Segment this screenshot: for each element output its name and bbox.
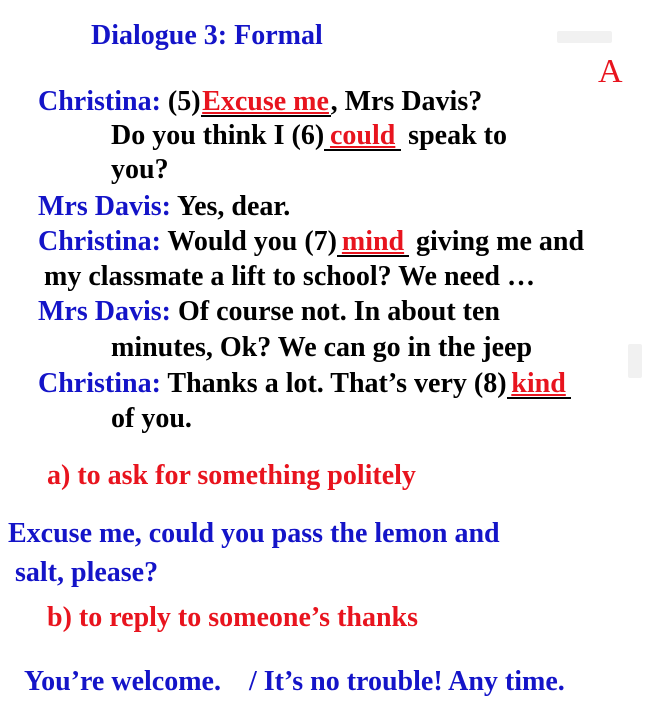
task-a-answer-line-2: salt, please?	[15, 557, 159, 588]
speaker-label: Mrs Davis:	[38, 296, 171, 327]
speaker-label: Christina:	[38, 86, 161, 117]
task-b-prompt: b) to reply to someone’s thanks	[47, 602, 419, 633]
speaker-label: Christina:	[38, 368, 161, 399]
dialogue-line-9	[38, 367, 571, 401]
line-text: speak to	[401, 120, 507, 151]
line-text: , Mrs Davis?	[330, 86, 483, 117]
task-a-answer-line-1: Excuse me, could you pass the lemon and	[8, 518, 500, 549]
dialogue-line-3	[111, 153, 169, 187]
line-text: (5)	[167, 86, 201, 117]
answer-blank-8: kind	[507, 371, 571, 399]
answer-blank-6: could	[324, 123, 401, 151]
dialogue-line-5	[38, 225, 584, 259]
dialogue-line-8	[111, 331, 532, 365]
dialogue-line-6	[44, 260, 535, 294]
speaker-label: Mrs Davis:	[38, 191, 171, 222]
task-a-prompt: a) to ask for something politely	[47, 460, 416, 491]
background-artifact	[557, 31, 612, 43]
line-text: my classmate a lift to school? We need …	[44, 261, 535, 292]
line-text: Would you (7)	[160, 226, 337, 257]
line-text: Of course not. In about ten	[170, 296, 500, 327]
dialogue-line-1	[38, 85, 482, 119]
dialogue-line-7	[38, 295, 500, 329]
line-text: of you.	[111, 403, 192, 434]
dialogue-line-4	[38, 190, 290, 224]
dialogue-line-2	[111, 119, 507, 153]
dialogue-line-10	[111, 402, 192, 436]
speaker-label: Christina:	[38, 226, 161, 257]
answer-blank-7: mind	[337, 229, 409, 257]
task-b-answer: You’re welcome. / It’s no trouble! Any time.	[24, 666, 565, 697]
dialogue-title: Dialogue 3: Formal	[91, 20, 323, 51]
corner-letter: A	[598, 53, 623, 90]
line-text: minutes, Ok? We can go in the jeep	[111, 332, 533, 363]
line-text: you?	[111, 154, 169, 185]
line-text: Do you think I (6)	[111, 120, 325, 151]
line-text: Thanks a lot. That’s very (8)	[160, 368, 507, 399]
line-text: Yes, dear.	[170, 191, 291, 222]
line-text: giving me and	[409, 226, 585, 257]
answer-blank-5: Excuse me	[202, 86, 329, 117]
background-artifact	[628, 344, 642, 378]
